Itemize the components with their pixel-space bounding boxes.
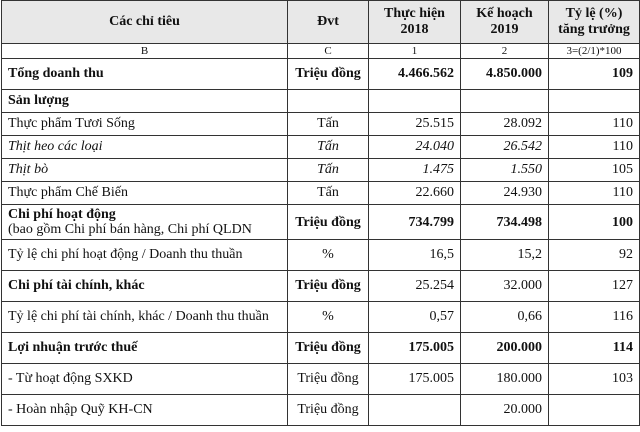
row-actual: 175.005 (369, 364, 461, 395)
row-actual: 16,5 (369, 240, 461, 271)
row-label: Lợi nhuận trước thuế (2, 333, 288, 364)
row-growth: 103 (549, 364, 640, 395)
header-growth-label: Tỷ lệ (%) (565, 6, 623, 21)
row-actual: 25.515 (369, 113, 461, 136)
row-plan: 0,66 (461, 302, 549, 333)
row-actual: 25.254 (369, 271, 461, 302)
row-plan: 15,2 (461, 240, 549, 271)
row-unit: % (288, 302, 369, 333)
table-row (2, 59, 640, 90)
table-row (2, 113, 640, 136)
row-growth: 110 (549, 113, 640, 136)
header-plan-year: 2019 (490, 22, 519, 37)
header-growth (549, 1, 640, 44)
row-label: Tỷ lệ chi phí tài chính, khác / Doanh thu thuần (2, 302, 288, 333)
row-actual (369, 395, 461, 426)
row-actual: 175.005 (369, 333, 461, 364)
header-plan-label: Kế hoạch (476, 6, 533, 21)
row-growth: 100 (549, 205, 640, 240)
row-unit: Triệu đồng (288, 205, 369, 240)
row-plan: 20.000 (461, 395, 549, 426)
business-plan-table (1, 0, 640, 426)
table-row (2, 240, 640, 271)
row-plan: 734.498 (461, 205, 549, 240)
table-row (2, 136, 640, 159)
row-unit: Triệu đồng (288, 59, 369, 90)
header-growth-sub: tăng trưởng (558, 22, 630, 37)
subheader-c: C (288, 44, 369, 59)
row-growth: 110 (549, 136, 640, 159)
table-row (2, 90, 640, 113)
row-unit: Triệu đồng (288, 395, 369, 426)
row-growth (549, 395, 640, 426)
row-plan: 24.930 (461, 182, 549, 205)
row-plan: 1.550 (461, 159, 549, 182)
row-plan: 200.000 (461, 333, 549, 364)
row-actual: 734.799 (369, 205, 461, 240)
subheader-formula: 3=(2/1)*100 (549, 44, 640, 59)
row-plan: 26.542 (461, 136, 549, 159)
row-label: Sản lượng (2, 90, 288, 113)
row-unit (288, 90, 369, 113)
table-row (2, 159, 640, 182)
table-subheader-row (2, 44, 640, 59)
row-growth (549, 90, 640, 113)
header-actual-2018 (369, 1, 461, 44)
row-label: - Hoàn nhập Quỹ KH-CN (2, 395, 288, 426)
row-unit: Tấn (288, 182, 369, 205)
table-row (2, 302, 640, 333)
row-plan: 180.000 (461, 364, 549, 395)
row-growth: 127 (549, 271, 640, 302)
row-unit: Triệu đồng (288, 271, 369, 302)
table-row (2, 395, 640, 426)
row-label-cell (2, 205, 288, 240)
table-row (2, 271, 640, 302)
table-header-row (2, 1, 640, 44)
table-row (2, 182, 640, 205)
row-actual (369, 90, 461, 113)
row-growth: 116 (549, 302, 640, 333)
row-actual: 1.475 (369, 159, 461, 182)
header-actual-year: 2018 (400, 22, 429, 37)
row-plan: 4.850.000 (461, 59, 549, 90)
row-actual: 24.040 (369, 136, 461, 159)
row-actual: 0,57 (369, 302, 461, 333)
subheader-2: 2 (461, 44, 549, 59)
row-unit: Triệu đồng (288, 364, 369, 395)
row-label: Thực phẩm Chế Biến (2, 182, 288, 205)
header-indicator: Các chỉ tiêu (2, 1, 288, 44)
row-growth: 109 (549, 59, 640, 90)
row-label: Thực phẩm Tươi Sống (2, 113, 288, 136)
row-plan: 32.000 (461, 271, 549, 302)
row-note: (bao gồm Chi phí bán hàng, Chi phí QLDN (8, 222, 252, 237)
row-growth: 114 (549, 333, 640, 364)
row-plan: 28.092 (461, 113, 549, 136)
row-unit: Tấn (288, 113, 369, 136)
row-label: Tổng doanh thu (2, 59, 288, 90)
row-label: Thịt heo các loại (2, 136, 288, 159)
table-row (2, 333, 640, 364)
row-plan (461, 90, 549, 113)
row-growth: 92 (549, 240, 640, 271)
row-label: Chi phí tài chính, khác (2, 271, 288, 302)
row-label: Thịt bò (2, 159, 288, 182)
row-actual: 4.466.562 (369, 59, 461, 90)
row-growth: 105 (549, 159, 640, 182)
row-actual: 22.660 (369, 182, 461, 205)
header-actual-label: Thực hiện (384, 6, 445, 21)
row-growth: 110 (549, 182, 640, 205)
row-label: Tỷ lệ chi phí hoạt động / Doanh thu thuần (2, 240, 288, 271)
row-label: Chi phí hoạt động (8, 207, 116, 222)
row-unit: Tấn (288, 159, 369, 182)
table-row (2, 205, 640, 240)
row-unit: Tấn (288, 136, 369, 159)
row-unit: Triệu đồng (288, 333, 369, 364)
subheader-b: B (2, 44, 288, 59)
row-unit: % (288, 240, 369, 271)
header-unit: Đvt (288, 1, 369, 44)
subheader-1: 1 (369, 44, 461, 59)
table-row (2, 364, 640, 395)
row-label: - Từ hoạt động SXKD (2, 364, 288, 395)
header-plan-2019 (461, 1, 549, 44)
